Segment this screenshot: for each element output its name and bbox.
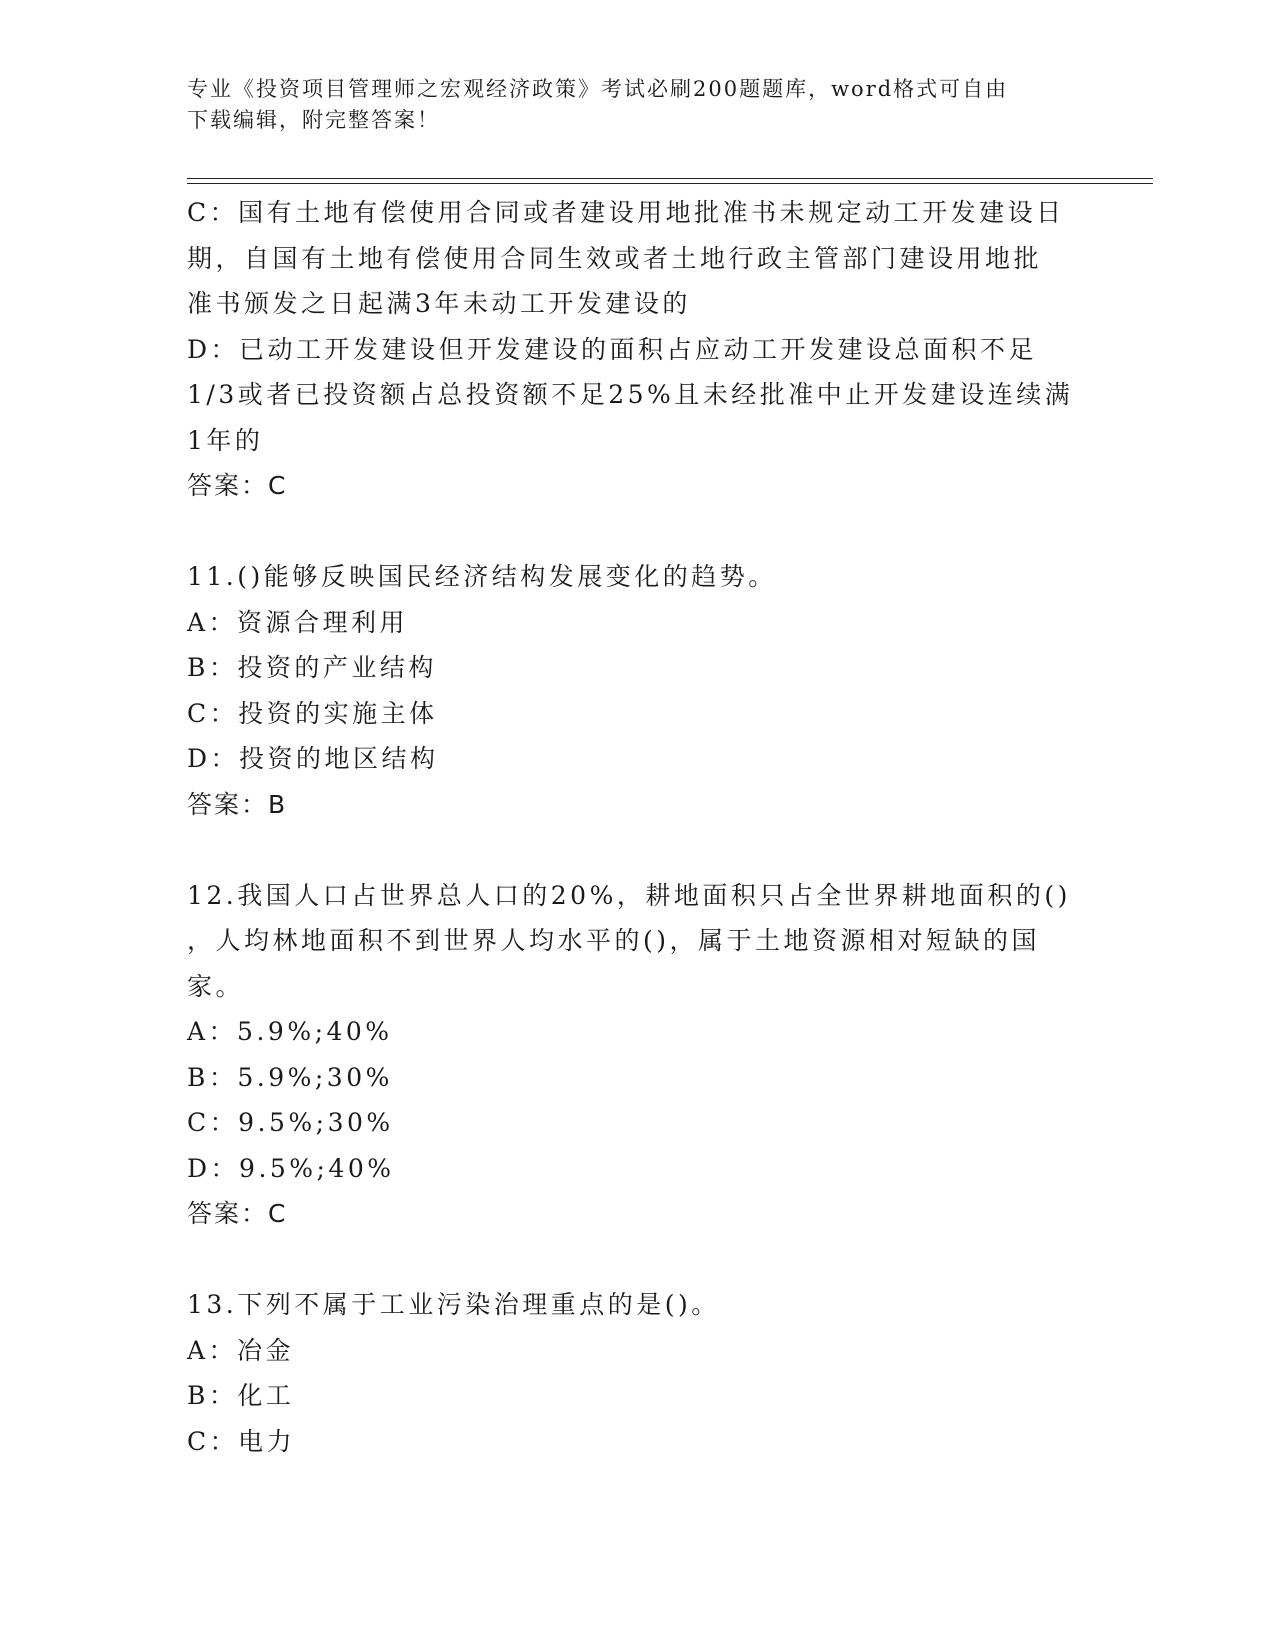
answer-label: 答案：C xyxy=(187,471,288,500)
option-b: B：化工 xyxy=(187,1381,295,1410)
option-d-line: 1/3或者已投资额占总投资额不足25%且未经批准中止开发建设连续满 xyxy=(187,380,1074,409)
option-b: B：5.9%;30% xyxy=(187,1062,393,1092)
option-a: A：资源合理利用 xyxy=(187,607,409,637)
question-stem: 家。 xyxy=(187,971,245,1001)
option-a: A：冶金 xyxy=(187,1335,295,1365)
option-c-line: C：国有土地有偿使用合同或者建设用地批准书未规定动工开发建设日 xyxy=(187,198,1065,227)
question-stem: ，人均林地面积不到世界人均水平的()，属于土地资源相对短缺的国 xyxy=(187,926,1041,955)
question-13 xyxy=(187,1282,1087,1464)
option-d: D：9.5%;40% xyxy=(187,1153,395,1183)
spacer xyxy=(187,509,1087,555)
header-line-1: 专业《投资项目管理师之宏观经济政策》考试必刷200题题库，word格式可自由 xyxy=(187,77,1009,101)
header-divider-top xyxy=(187,178,1153,179)
question-stem: 11.()能够反映国民经济结构发展变化的趋势。 xyxy=(187,562,777,591)
option-c: C：电力 xyxy=(187,1426,296,1456)
option-c: C：9.5%;30% xyxy=(187,1108,394,1137)
question-11 xyxy=(187,554,1087,827)
answer-label: 答案：B xyxy=(187,789,288,819)
prev-question-block xyxy=(187,190,1087,509)
document-header xyxy=(187,74,1067,136)
option-c: C：投资的实施主体 xyxy=(187,698,438,728)
header-divider-bottom xyxy=(187,183,1153,184)
option-b: B：投资的产业结构 xyxy=(187,653,437,682)
spacer xyxy=(187,1237,1087,1283)
option-c-line: 期，自国有土地有偿使用合同生效或者土地行政主管部门建设用地批 xyxy=(187,243,1043,273)
option-d-line: 1年的 xyxy=(187,425,264,455)
question-content xyxy=(187,190,1087,1464)
header-line-2: 下载编辑，附完整答案！ xyxy=(187,108,440,132)
answer-label: 答案：C xyxy=(187,1199,288,1228)
spacer xyxy=(187,827,1087,873)
option-d-line: D：已动工开发建设但开发建设的面积占应动工开发建设总面积不足 xyxy=(187,334,1038,364)
option-d: D：投资的地区结构 xyxy=(187,744,439,773)
question-12 xyxy=(187,873,1087,1237)
question-stem: 12.我国人口占世界总人口的20%，耕地面积只占全世界耕地面积的() xyxy=(187,880,1071,910)
option-c-line: 准书颁发之日起满3年未动工开发建设的 xyxy=(187,289,691,318)
question-stem: 13.下列不属于工业污染治理重点的是()。 xyxy=(187,1290,720,1319)
option-a: A：5.9%;40% xyxy=(187,1017,393,1046)
